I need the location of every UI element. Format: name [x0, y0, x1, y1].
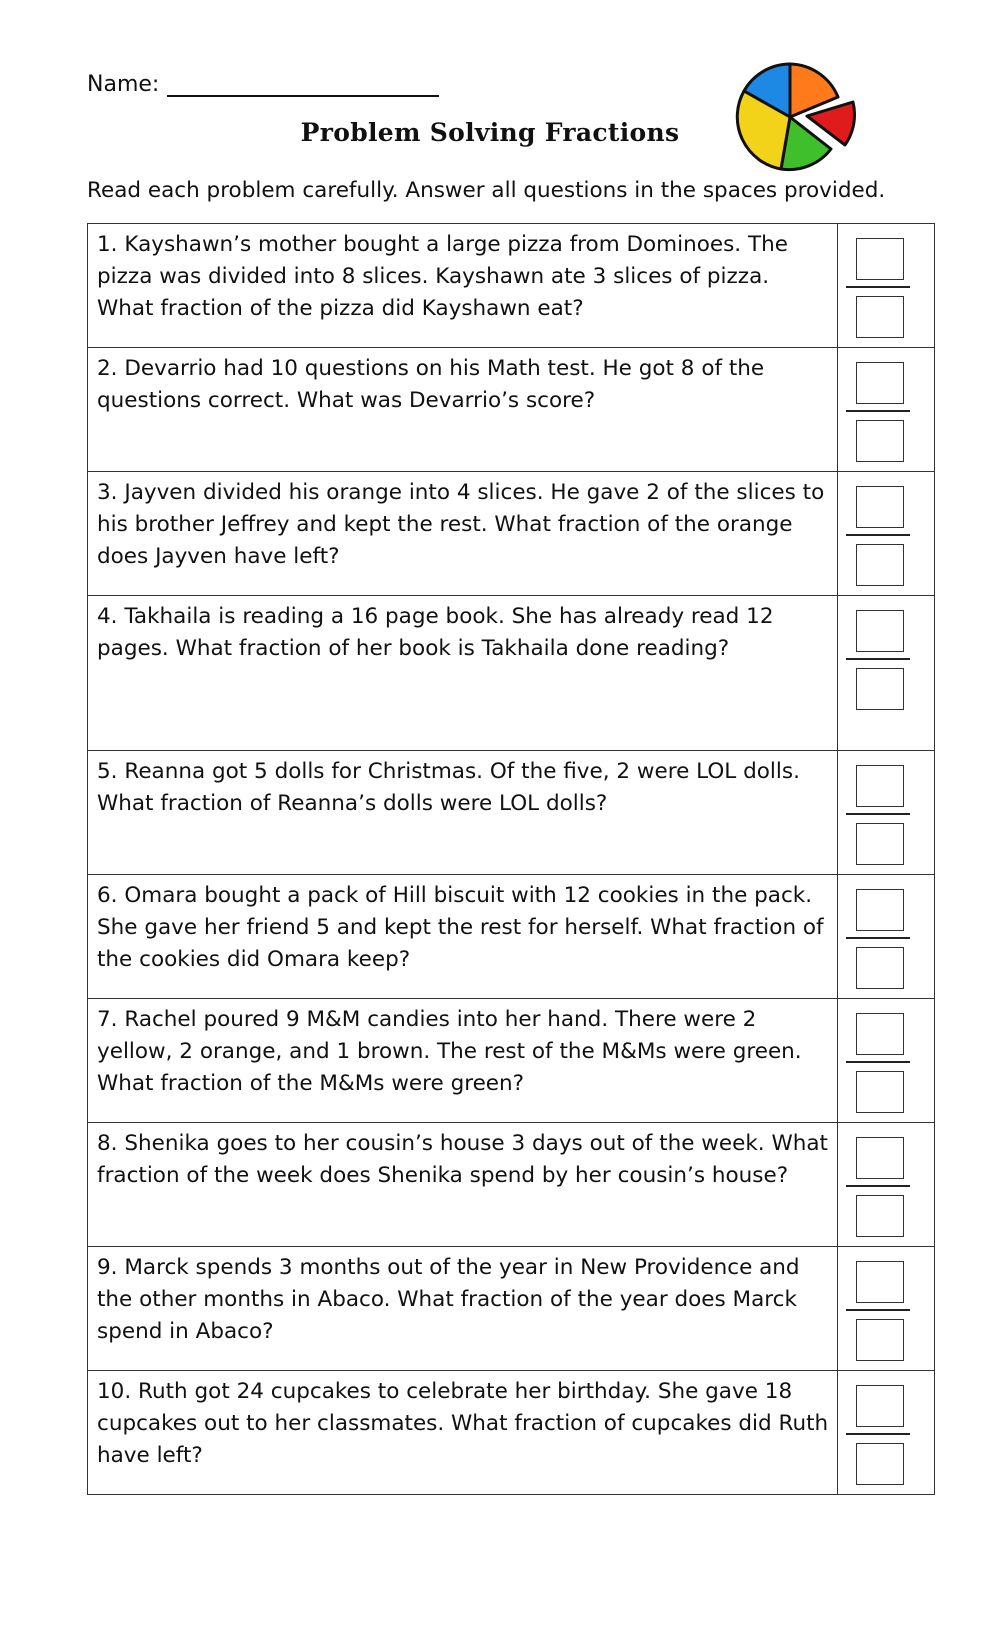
denominator-box[interactable] [856, 823, 904, 865]
problem-text: 8. Shenika goes to her cousin’s house 3 days out of the week. What fraction of the week does Shenika spend by her cousin’s house? [88, 1123, 838, 1247]
fraction-answer [846, 238, 910, 338]
problem-text: 3. Jayven divided his orange into 4 slices. He gave 2 of the slices to his brother Jeffrey and kept the rest. What fraction of the orange does Jayven have left? [88, 472, 838, 596]
numerator-box[interactable] [856, 1261, 904, 1303]
answer-cell [838, 1371, 935, 1495]
fraction-answer [846, 1013, 910, 1113]
fraction-bar [846, 286, 910, 288]
problem-row [88, 1247, 935, 1371]
fraction-answer [846, 1137, 910, 1237]
denominator-box[interactable] [856, 1319, 904, 1361]
problem-text: 5. Reanna got 5 dolls for Christmas. Of the five, 2 were LOL dolls. What fraction of Reanna’s dolls were LOL dolls? [88, 751, 838, 875]
problem-text: 4. Takhaila is reading a 16 page book. She has already read 12 pages. What fraction of her book is Takhaila done reading? [88, 596, 838, 751]
answer-cell [838, 751, 935, 875]
fraction-answer [846, 765, 910, 865]
fraction-bar [846, 937, 910, 939]
answer-cell [838, 1123, 935, 1247]
numerator-box[interactable] [856, 1385, 904, 1427]
problem-row [88, 348, 935, 472]
problem-row [88, 875, 935, 999]
name-row [87, 72, 439, 97]
denominator-box[interactable] [856, 420, 904, 462]
problem-text: 10. Ruth got 24 cupcakes to celebrate her birthday. She gave 18 cupcakes out to her classmates. What fraction of cupcakes did Ruth have left? [88, 1371, 838, 1495]
fraction-answer [846, 486, 910, 586]
name-field[interactable] [167, 73, 439, 97]
numerator-box[interactable] [856, 486, 904, 528]
problems-table [87, 223, 935, 1495]
numerator-box[interactable] [856, 889, 904, 931]
answer-cell [838, 348, 935, 472]
fraction-bar [846, 1309, 910, 1311]
denominator-box[interactable] [856, 544, 904, 586]
problem-row [88, 999, 935, 1123]
answer-cell [838, 596, 935, 751]
answer-cell [838, 1247, 935, 1371]
numerator-box[interactable] [856, 610, 904, 652]
answer-cell [838, 875, 935, 999]
instructions: Read each problem carefully. Answer all questions in the spaces provided. [87, 178, 886, 203]
problem-text: 2. Devarrio had 10 questions on his Math test. He got 8 of the questions correct. What was Devarrio’s score? [88, 348, 838, 472]
numerator-box[interactable] [856, 1137, 904, 1179]
fraction-bar [846, 1185, 910, 1187]
fraction-answer [846, 610, 910, 710]
fraction-bar [846, 658, 910, 660]
problem-row [88, 472, 935, 596]
fraction-answer [846, 889, 910, 989]
numerator-box[interactable] [856, 1013, 904, 1055]
denominator-box[interactable] [856, 668, 904, 710]
numerator-box[interactable] [856, 238, 904, 280]
pie-chart-icon [732, 58, 872, 178]
name-label: Name: [87, 72, 160, 97]
fraction-answer [846, 362, 910, 462]
denominator-box[interactable] [856, 1195, 904, 1237]
numerator-box[interactable] [856, 765, 904, 807]
answer-cell [838, 472, 935, 596]
denominator-box[interactable] [856, 1443, 904, 1485]
fraction-bar [846, 410, 910, 412]
denominator-box[interactable] [856, 1071, 904, 1113]
answer-cell [838, 999, 935, 1123]
problem-row [88, 224, 935, 348]
answer-cell [838, 224, 935, 348]
problem-row [88, 596, 935, 751]
problem-text: 9. Marck spends 3 months out of the year in New Providence and the other months in Abaco. What fraction of the year does Marck spend in Abaco? [88, 1247, 838, 1371]
denominator-box[interactable] [856, 296, 904, 338]
problem-text: 1. Kayshawn’s mother bought a large pizza from Dominoes. The pizza was divided into 8 slices. Kayshawn ate 3 slices of pizza. What fraction of the pizza did Kayshawn eat? [88, 224, 838, 348]
fraction-answer [846, 1385, 910, 1485]
problem-text: 7. Rachel poured 9 M&M candies into her hand. There were 2 yellow, 2 orange, and 1 brown. The rest of the M&Ms were green. What fraction of the M&Ms were green? [88, 999, 838, 1123]
page-title: Problem Solving Fractions [300, 118, 680, 147]
fraction-answer [846, 1261, 910, 1361]
problem-row [88, 1123, 935, 1247]
denominator-box[interactable] [856, 947, 904, 989]
fraction-bar [846, 534, 910, 536]
problem-text: 6. Omara bought a pack of Hill biscuit with 12 cookies in the pack. She gave her friend 5 and kept the rest for herself. What fraction of the cookies did Omara keep? [88, 875, 838, 999]
fraction-bar [846, 1061, 910, 1063]
fraction-bar [846, 1433, 910, 1435]
problem-row [88, 1371, 935, 1495]
fraction-bar [846, 813, 910, 815]
numerator-box[interactable] [856, 362, 904, 404]
problem-row [88, 751, 935, 875]
